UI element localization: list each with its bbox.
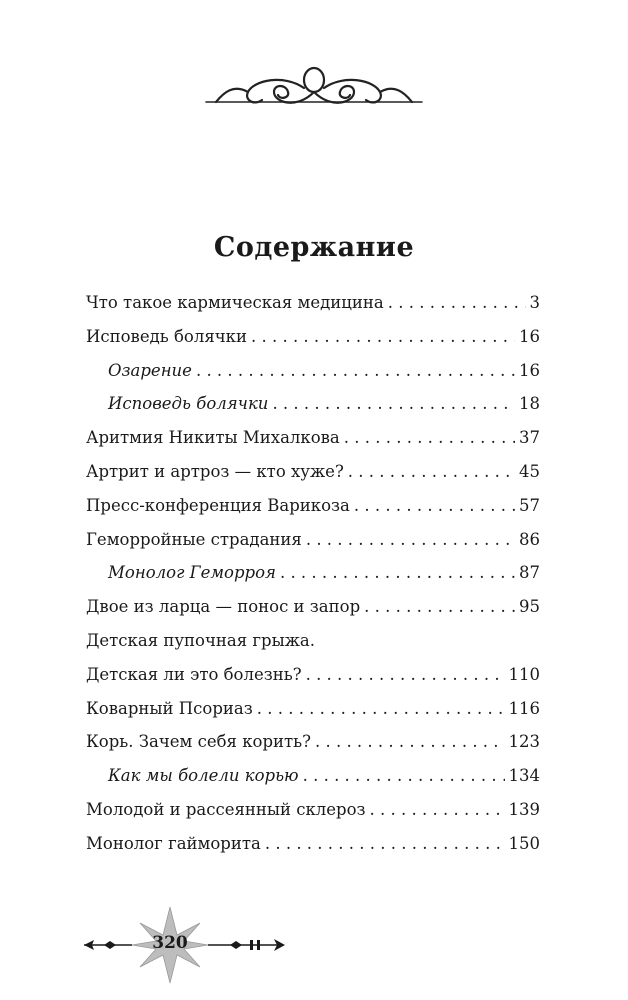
toc-entry-page: 123 — [508, 732, 540, 752]
toc-leader-dots — [370, 799, 505, 821]
toc-leader-dots — [306, 664, 505, 686]
toc-entry-title: Монолог гайморита — [86, 833, 261, 853]
toc-leader-dots — [306, 529, 515, 551]
toc-entry-title: Артрит и артроз — кто хуже? — [86, 461, 344, 481]
toc-leader-dots — [303, 765, 505, 787]
table-of-contents — [86, 292, 540, 867]
toc-entry-title: Геморройные страдания — [86, 529, 302, 549]
toc-entry — [86, 664, 540, 698]
toc-leader-dots — [344, 427, 515, 449]
toc-leader-dots — [196, 360, 515, 382]
toc-entry — [86, 529, 540, 563]
toc-entry-title: Исповедь болячки — [108, 394, 269, 414]
toc-subentry — [86, 765, 540, 799]
toc-entry-page: 116 — [508, 698, 540, 718]
toc-entry-title: Как мы болели корью — [108, 766, 299, 786]
toc-entry-title: Детская ли это болезнь? — [86, 664, 302, 684]
toc-leader-dots — [280, 562, 515, 584]
toc-entry-page: 18 — [519, 394, 540, 414]
toc-entry-title: Монолог Геморроя — [108, 563, 276, 583]
toc-entry-page: 134 — [508, 766, 540, 786]
toc-entry-page: 16 — [519, 326, 540, 346]
flourish-ornament-icon — [204, 62, 424, 117]
toc-entry — [86, 630, 540, 664]
toc-entry-page: 110 — [508, 664, 540, 684]
toc-leader-dots — [354, 495, 515, 517]
toc-entry-title: Что такое кармическая медицина — [86, 293, 384, 312]
toc-subentry — [86, 360, 540, 394]
toc-leader-dots — [315, 731, 505, 753]
toc-entry — [86, 731, 540, 765]
toc-entry-title: Пресс-конференция Варикоза — [86, 495, 350, 515]
toc-entry-title: Коварный Псориаз — [86, 698, 253, 718]
toc-entry-page: 3 — [529, 293, 540, 312]
toc-entry-page: 150 — [508, 833, 540, 853]
toc-entry — [86, 326, 540, 360]
toc-entry-page: 87 — [519, 563, 540, 583]
toc-entry-title: Озарение — [108, 360, 192, 380]
toc-entry-page: 139 — [508, 799, 540, 819]
toc-entry — [86, 427, 540, 461]
toc-leader-dots — [348, 461, 515, 483]
toc-entry-page: 86 — [519, 529, 540, 549]
toc-leader-dots — [272, 393, 515, 415]
toc-entry — [86, 461, 540, 495]
toc-entry — [86, 698, 540, 732]
page-number: 320 — [152, 933, 188, 953]
toc-entry-title: Двое из ларца — понос и запор — [86, 597, 361, 617]
toc-entry — [86, 495, 540, 529]
toc-entry-title: Исповедь болячки — [86, 326, 247, 346]
toc-subentry — [86, 562, 540, 596]
toc-entry — [86, 833, 540, 867]
toc-entry-title: Детская пупочная грыжа. — [86, 630, 315, 650]
toc-leader-dots — [257, 698, 505, 720]
toc-entry — [86, 799, 540, 833]
toc-entry-title: Аритмия Никиты Михалкова — [86, 428, 340, 448]
toc-entry — [86, 596, 540, 630]
toc-entry-page: 45 — [519, 461, 540, 481]
toc-leader-dots — [251, 326, 515, 348]
toc-subentry — [86, 393, 540, 427]
toc-entry-title: Корь. Зачем себя корить? — [86, 732, 311, 752]
toc-entry-page: 57 — [519, 495, 540, 515]
toc-leader-dots — [388, 292, 526, 314]
page-title: Содержание — [213, 232, 415, 263]
toc-leader-dots — [364, 596, 515, 618]
toc-entry-page: 95 — [519, 597, 540, 617]
toc-entry — [86, 292, 540, 326]
toc-entry-title: Молодой и рассеянный склероз — [86, 799, 366, 819]
toc-entry-page: 16 — [519, 360, 540, 380]
toc-leader-dots — [265, 833, 505, 855]
toc-entry-page: 37 — [519, 428, 540, 448]
